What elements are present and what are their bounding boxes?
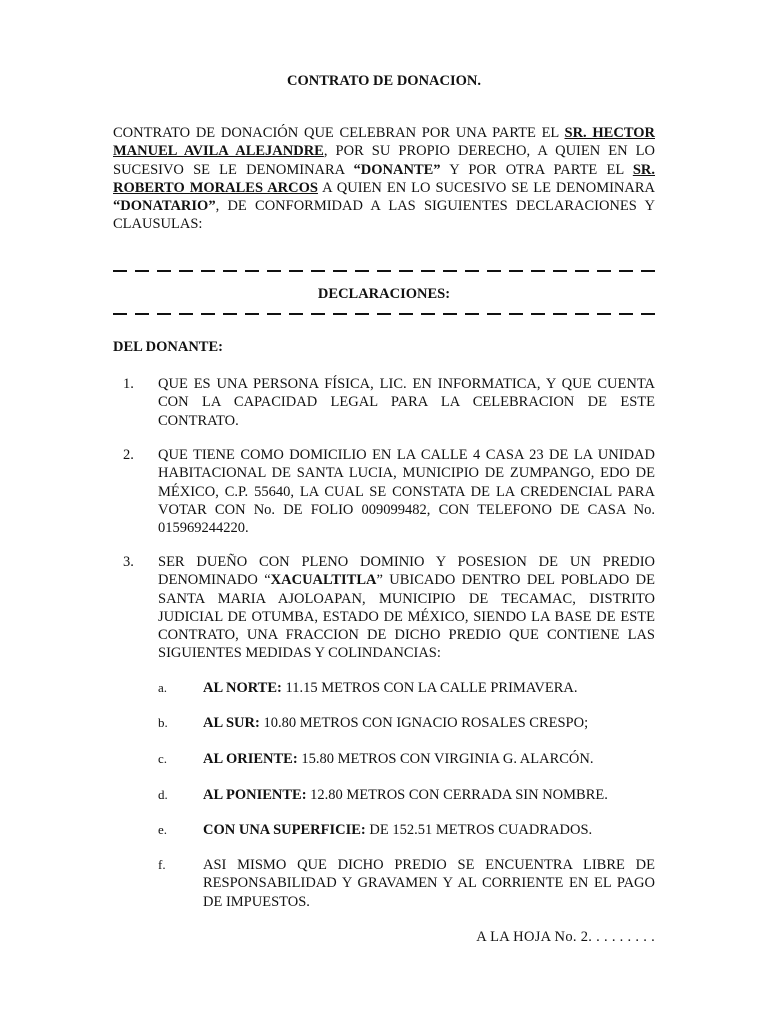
dashed-divider-bottom <box>113 313 655 315</box>
intro-text-3: Y POR OTRA PARTE EL <box>440 161 633 178</box>
sub-letter: a. <box>158 680 168 695</box>
sub-letter: d. <box>158 787 168 802</box>
intro-text-5: , DE CONFORMIDAD A LAS SIGUIENTES DECLARACIONES Y CLAUSULAS: <box>113 198 655 233</box>
item-number: 2. <box>123 447 134 463</box>
declaration-item-2 <box>113 446 655 537</box>
item-number: 3. <box>123 554 134 570</box>
item-text: QUE TIENE COMO DOMICILIO EN LA CALLE 4 CASA 23 DE LA UNIDAD HABITACIONAL DE SANTA LUCIA, MUNICIPIO DE ZUMPANGO, EDO DE MÉXICO, C.P. 55640, LA CUAL SE CONSTATA DE LA CREDENCIAL PARA VOTAR CON No. DE FOLIO 009099482, CON TELEFONO DE CASA No. 015969244220. <box>158 447 655 537</box>
intro-text-2: , POR SU PROPIO DERECHO, A QUIEN EN LO SUCESIVO SE LE DENOMINARA <box>113 143 655 178</box>
donor-role: “DONANTE” <box>353 161 441 178</box>
sub-label: AL PONIENTE: <box>203 787 307 803</box>
boundary-item-f <box>158 856 655 911</box>
declaration-item-3 <box>113 553 655 663</box>
intro-text-4: A QUIEN EN LO SUCESIVO SE LE DENOMINARA <box>317 179 655 196</box>
donee-name: SR. ROBERTO MORALES ARCOS <box>113 161 655 196</box>
declaraciones-heading: DECLARACIONES: <box>317 286 451 302</box>
item-text-part-b: ” UBICADO DENTRO DEL POBLADO DE SANTA MARIA AJOLOAPAN, MUNICIPIO DE TECAMAC, DISTRITO JUDICIAL DE OTUMBA, ESTADO DE MÉXICO, SIENDO LA BASE DE ESTE CONTRATO, UNA FRACCION DE DICHO PREDIO QUE CONTIENE LAS SIGUIENTES MEDIDAS Y COLINDANCIAS: <box>158 572 655 662</box>
boundary-item-d <box>158 786 655 804</box>
sub-letter: b. <box>158 715 168 730</box>
sub-letter: e. <box>158 822 168 837</box>
item-text-part-a: SER DUEÑO CON PLENO DOMINIO Y POSESION DE UN PREDIO DENOMINADO “ <box>158 554 655 589</box>
boundary-item-c <box>158 750 655 768</box>
sub-label: AL SUR: <box>203 715 260 731</box>
sub-text: 12.80 METROS CON CERRADA SIN NOMBRE. <box>306 787 608 803</box>
item-number: 1. <box>123 376 134 392</box>
del-donante-heading: DEL DONANTE: <box>113 339 223 355</box>
sub-text: ASI MISMO QUE DICHO PREDIO SE ENCUENTRA LIBRE DE RESPONSABILIDAD Y GRAVAMEN Y AL CORRIENTE EN EL PAGO DE IMPUESTOS. <box>203 857 655 910</box>
boundary-item-b <box>158 714 655 732</box>
donor-name: SR. HECTOR MANUEL AVILA ALEJANDRE <box>113 125 655 160</box>
sub-label: AL ORIENTE: <box>203 751 298 767</box>
predio-name: XACUALTITLA <box>270 572 377 589</box>
donee-role: “DONATARIO” <box>113 198 216 215</box>
intro-text-1: CONTRATO DE DONACIÓN QUE CELEBRAN POR UNA PARTE EL <box>113 125 565 141</box>
boundary-item-e <box>158 821 655 839</box>
sub-letter: c. <box>158 751 168 766</box>
sub-text: 15.80 METROS CON VIRGINIA G. ALARCÓN. <box>297 751 594 767</box>
sub-text: 10.80 METROS CON IGNACIO ROSALES CRESPO; <box>259 715 589 731</box>
declaration-item-1 <box>113 375 655 430</box>
sub-label: AL NORTE: <box>203 680 282 696</box>
document-title: CONTRATO DE DONACION. <box>286 73 482 89</box>
intro-paragraph <box>113 124 655 234</box>
item-text: QUE ES UNA PERSONA FÍSICA, LIC. EN INFORMATICA, Y QUE CUENTA CON LA CAPACIDAD LEGAL PARA LA CELEBRACION DE ESTE CONTRATO. <box>158 376 655 429</box>
sub-letter: f. <box>158 857 166 872</box>
sub-text: DE 152.51 METROS CUADRADOS. <box>365 822 593 838</box>
dashed-divider-top <box>113 270 655 272</box>
boundary-item-a <box>158 679 655 697</box>
item-text <box>158 553 655 663</box>
sub-text: 11.15 METROS CON LA CALLE PRIMAVERA. <box>281 680 578 696</box>
sub-label: CON UNA SUPERFICIE: <box>203 822 366 838</box>
page-continuation-note: A LA HOJA No. 2. . . . . . . . . <box>476 929 655 945</box>
